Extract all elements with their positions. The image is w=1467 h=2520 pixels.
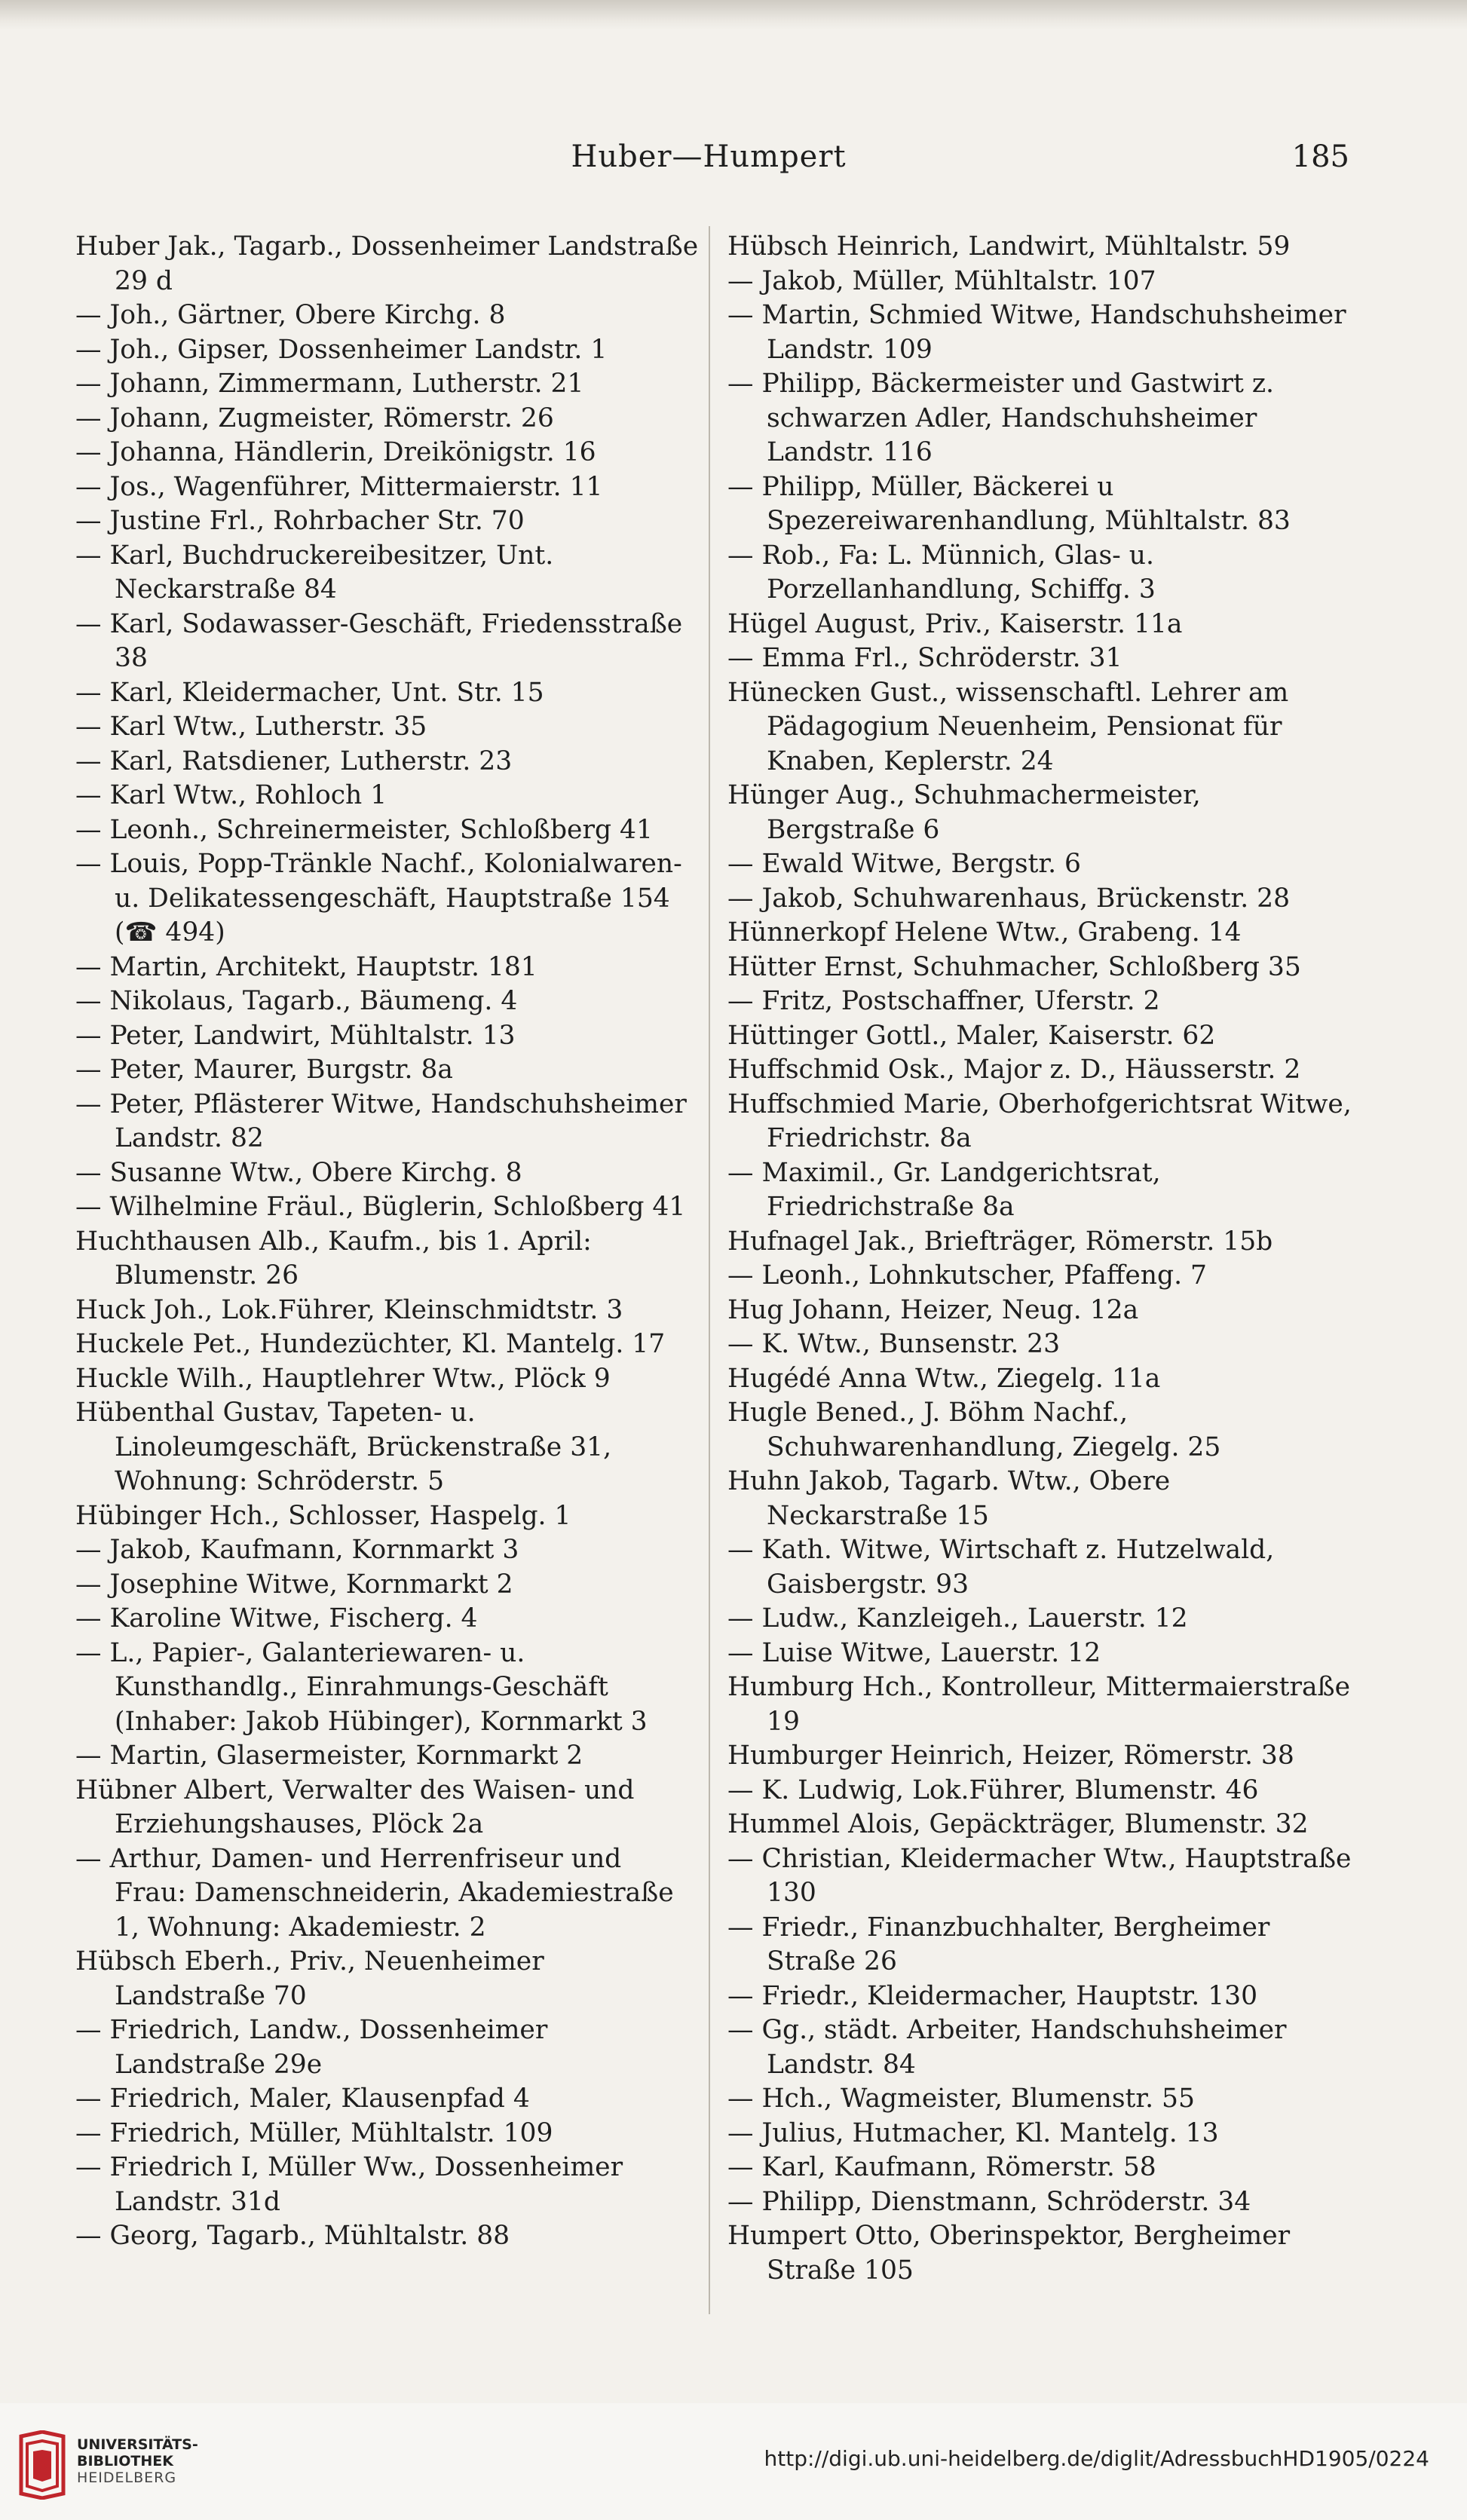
right-column [727, 230, 1353, 2288]
directory-entry: — Friedrich, Landw., Dossenheimer Landstraße 29e [75, 2015, 548, 2080]
directory-entry: Huhn Jakob, Tagarb. Wtw., Obere Neckarstraße 15 [727, 1466, 1171, 1531]
directory-entry: — K. Wtw., Bunsenstr. 23 [727, 1329, 1061, 1359]
scan-edge [0, 0, 1467, 30]
directory-entry: Hufnagel Jak., Briefträger, Römerstr. 15b [727, 1226, 1273, 1257]
directory-entry: Huber Jak., Tagarb., Dossenheimer Landstraße 29 d [75, 231, 699, 296]
directory-entry: Huffschmid Osk., Major z. D., Häusserstr. 2 [727, 1055, 1301, 1085]
directory-entry: Hübner Albert, Verwalter des Waisen- und Erziehungshauses, Plöck 2a [75, 1774, 635, 1839]
directory-entry: — Karoline Witwe, Fischerg. 4 [75, 1603, 478, 1634]
page-header [68, 139, 1349, 185]
running-title: Huber—Humpert [571, 139, 847, 174]
directory-entry: — Nikolaus, Tagarb., Bäumeng. 4 [75, 986, 518, 1016]
directory-entry: — Friedrich, Müller, Mühltalstr. 109 [75, 2117, 553, 2148]
directory-entry: Hütter Ernst, Schuhmacher, Schloßberg 35 [727, 951, 1301, 982]
directory-entry: — Joh., Gärtner, Obere Kirchg. 8 [75, 300, 506, 330]
directory-entry: — K. Ludwig, Lok.Führer, Blumenstr. 46 [727, 1774, 1259, 1805]
university-library-logo-icon [17, 2430, 68, 2500]
directory-entry: Hugédé Anna Wtw., Ziegelg. 11a [727, 1363, 1161, 1394]
directory-entry: — Emma Frl., Schröderstr. 31 [727, 643, 1122, 673]
directory-entry: Huchthausen Alb., Kaufm., bis 1. April: Blumenstr. 26 [75, 1226, 592, 1291]
directory-entry: — Hch., Wagmeister, Blumenstr. 55 [727, 2084, 1195, 2114]
directory-entry: Hug Johann, Heizer, Neug. 12a [727, 1294, 1139, 1325]
directory-entry: — Justine Frl., Rohrbacher Str. 70 [75, 506, 525, 536]
directory-entry: — Peter, Pflästerer Witwe, Handschuhsheimer Landstr. 82 [75, 1089, 687, 1153]
directory-entry: — Johann, Zugmeister, Römerstr. 26 [75, 403, 554, 433]
directory-entry: — Philipp, Dienstmann, Schröderstr. 34 [727, 2186, 1251, 2217]
directory-entry: — Philipp, Bäckermeister und Gastwirt z. schwarzen Adler, Handschuhsheimer Landstr. 116 [727, 369, 1274, 467]
directory-entry: — Jakob, Schuhwarenhaus, Brückenstr. 28 [727, 883, 1291, 914]
directory-entry: Hübsch Eberh., Priv., Neuenheimer Landstraße 70 [75, 1946, 544, 2011]
library-name-line-2: BIBLIOTHEK [77, 2453, 173, 2469]
directory-entry: Hübinger Hch., Schlosser, Haspelg. 1 [75, 1500, 571, 1531]
directory-entry: — Joh., Gipser, Dossenheimer Landstr. 1 [75, 334, 608, 365]
page-number: 185 [1291, 139, 1349, 174]
directory-entry: — Leonh., Schreinermeister, Schloßberg 41 [75, 814, 653, 845]
directory-entry: — Christian, Kleidermacher Wtw., Hauptstraße 130 [727, 1843, 1352, 1908]
directory-entry: — Friedrich I, Müller Ww., Dossenheimer Landstr. 31d [75, 2152, 623, 2217]
directory-entry: — Julius, Hutmacher, Kl. Mantelg. 13 [727, 2117, 1219, 2148]
directory-entry: — Arthur, Damen- und Herrenfriseur und Frau: Damenschneiderin, Akademiestraße 1, Wohnung: Akademiestr. 2 [75, 1843, 674, 1943]
directory-entry: — Martin, Architekt, Hauptstr. 181 [75, 951, 537, 982]
directory-entry: — Jakob, Müller, Mühltalstr. 107 [727, 265, 1156, 296]
directory-entry: — Karl, Buchdruckereibesitzer, Unt. Neckarstraße 84 [75, 540, 554, 605]
directory-entry: Huffschmied Marie, Oberhofgerichtsrat Witwe, Friedrichstr. 8a [727, 1089, 1352, 1153]
directory-entry: — Georg, Tagarb., Mühltalstr. 88 [75, 2221, 510, 2251]
directory-entry: — Karl Wtw., Lutherstr. 35 [75, 712, 427, 742]
directory-entry: Hübenthal Gustav, Tapeten- u. Linoleumgeschäft, Brückenstraße 31, Wohnung: Schröderstr. 5 [75, 1398, 612, 1496]
directory-entry: Hügel August, Priv., Kaiserstr. 11a [727, 608, 1183, 639]
directory-entry: — Karl, Sodawasser-Geschäft, Friedensstraße 38 [75, 608, 683, 673]
directory-entry: — Wilhelmine Fräul., Büglerin, Schloßberg 41 [75, 1192, 686, 1222]
directory-entry: — Jos., Wagenführer, Mittermaierstr. 11 [75, 471, 603, 502]
directory-entry: Humburg Hch., Kontrolleur, Mittermaierstraße 19 [727, 1672, 1351, 1737]
directory-entry: — L., Papier-, Galanteriewaren- u. Kunsthandlg., Einrahmungs-Geschäft (Inhaber: Jakob Hübinger), Kornmarkt 3 [75, 1637, 648, 1737]
directory-entry: — Karl Wtw., Rohloch 1 [75, 780, 387, 810]
directory-entry: — Maximil., Gr. Landgerichtsrat, Friedrichstraße 8a [727, 1157, 1161, 1222]
directory-entry: — Karl, Ratsdiener, Lutherstr. 23 [75, 746, 513, 776]
directory-entry: Hünecken Gust., wissenschaftl. Lehrer am Pädagogium Neuenheim, Pensionat für Knaben, Keplerstr. 24 [727, 677, 1289, 776]
library-name-line-3: HEIDELBERG [77, 2469, 177, 2486]
directory-entry: Hünger Aug., Schuhmachermeister, Bergstraße 6 [727, 780, 1201, 845]
directory-entry: — Leonh., Lohnkutscher, Pfaffeng. 7 [727, 1260, 1207, 1291]
directory-entry: Hüttinger Gottl., Maler, Kaiserstr. 62 [727, 1020, 1216, 1051]
directory-entry: Humburger Heinrich, Heizer, Römerstr. 38 [727, 1741, 1294, 1771]
directory-entry: — Jakob, Kaufmann, Kornmarkt 3 [75, 1535, 519, 1565]
directory-entry: Huckele Pet., Hundezüchter, Kl. Mantelg. 17 [75, 1329, 666, 1359]
directory-entry: Hummel Alois, Gepäckträger, Blumenstr. 32 [727, 1809, 1309, 1839]
directory-entry: — Peter, Maurer, Burgstr. 8a [75, 1055, 453, 1085]
directory-entry: Huck Joh., Lok.Führer, Kleinschmidtstr. 3 [75, 1294, 623, 1325]
directory-entry: — Louis, Popp-Tränkle Nachf., Kolonialwaren- u. Delikatessengeschäft, Hauptstraße 154 (☎ 494) [75, 849, 682, 948]
library-name [77, 2436, 198, 2486]
directory-entry: — Rob., Fa: L. Münnich, Glas- u. Porzellanhandlung, Schiffg. 3 [727, 540, 1156, 605]
directory-entry: — Karl, Kleidermacher, Unt. Str. 15 [75, 677, 544, 708]
directory-entry: — Kath. Witwe, Wirtschaft z. Hutzelwald, Gaisbergstr. 93 [727, 1535, 1275, 1600]
directory-entry: Humpert Otto, Oberinspektor, Bergheimer Straße 105 [727, 2221, 1291, 2286]
directory-entry: — Fritz, Postschaffner, Uferstr. 2 [727, 986, 1160, 1016]
directory-entry: — Peter, Landwirt, Mühltalstr. 13 [75, 1020, 516, 1051]
directory-entry: — Gg., städt. Arbeiter, Handschuhsheimer Landstr. 84 [727, 2015, 1287, 2080]
directory-entry: — Johanna, Händlerin, Dreikönigstr. 16 [75, 437, 596, 467]
directory-entry: — Johann, Zimmermann, Lutherstr. 21 [75, 369, 584, 399]
directory-entry: — Friedr., Finanzbuchhalter, Bergheimer Straße 26 [727, 1912, 1270, 1977]
directory-entry: — Ewald Witwe, Bergstr. 6 [727, 849, 1081, 879]
source-url[interactable]: http://digi.ub.uni-heidelberg.de/diglit/AdressbuchHD1905/0224 [764, 2446, 1429, 2471]
directory-entry: — Ludw., Kanzleigeh., Lauerstr. 12 [727, 1603, 1188, 1634]
directory-entry: — Philipp, Müller, Bäckerei u Spezereiwarenhandlung, Mühltalstr. 83 [727, 471, 1291, 536]
directory-entry: — Luise Witwe, Lauerstr. 12 [727, 1637, 1101, 1668]
directory-entry: — Martin, Schmied Witwe, Handschuhsheimer Landstr. 109 [727, 300, 1346, 365]
directory-entry: Hübsch Heinrich, Landwirt, Mühltalstr. 59 [727, 231, 1291, 262]
directory-entry: — Karl, Kaufmann, Römerstr. 58 [727, 2152, 1156, 2182]
directory-entry: Hünnerkopf Helene Wtw., Grabeng. 14 [727, 917, 1242, 948]
directory-entry: — Friedrich, Maler, Klausenpfad 4 [75, 2084, 530, 2114]
directory-entry: Hugle Bened., J. Böhm Nachf., Schuhwarenhandlung, Ziegelg. 25 [727, 1398, 1221, 1462]
library-name-line-1: UNIVERSITÄTS- [77, 2436, 198, 2453]
directory-entry: — Susanne Wtw., Obere Kirchg. 8 [75, 1157, 522, 1188]
directory-entry: Huckle Wilh., Hauptlehrer Wtw., Plöck 9 [75, 1363, 611, 1394]
directory-entry: — Martin, Glasermeister, Kornmarkt 2 [75, 1741, 583, 1771]
directory-entry: — Josephine Witwe, Kornmarkt 2 [75, 1569, 513, 1600]
directory-entry: — Friedr., Kleidermacher, Hauptstr. 130 [727, 1980, 1258, 2011]
column-divider [709, 226, 710, 2314]
left-column [75, 230, 701, 2254]
